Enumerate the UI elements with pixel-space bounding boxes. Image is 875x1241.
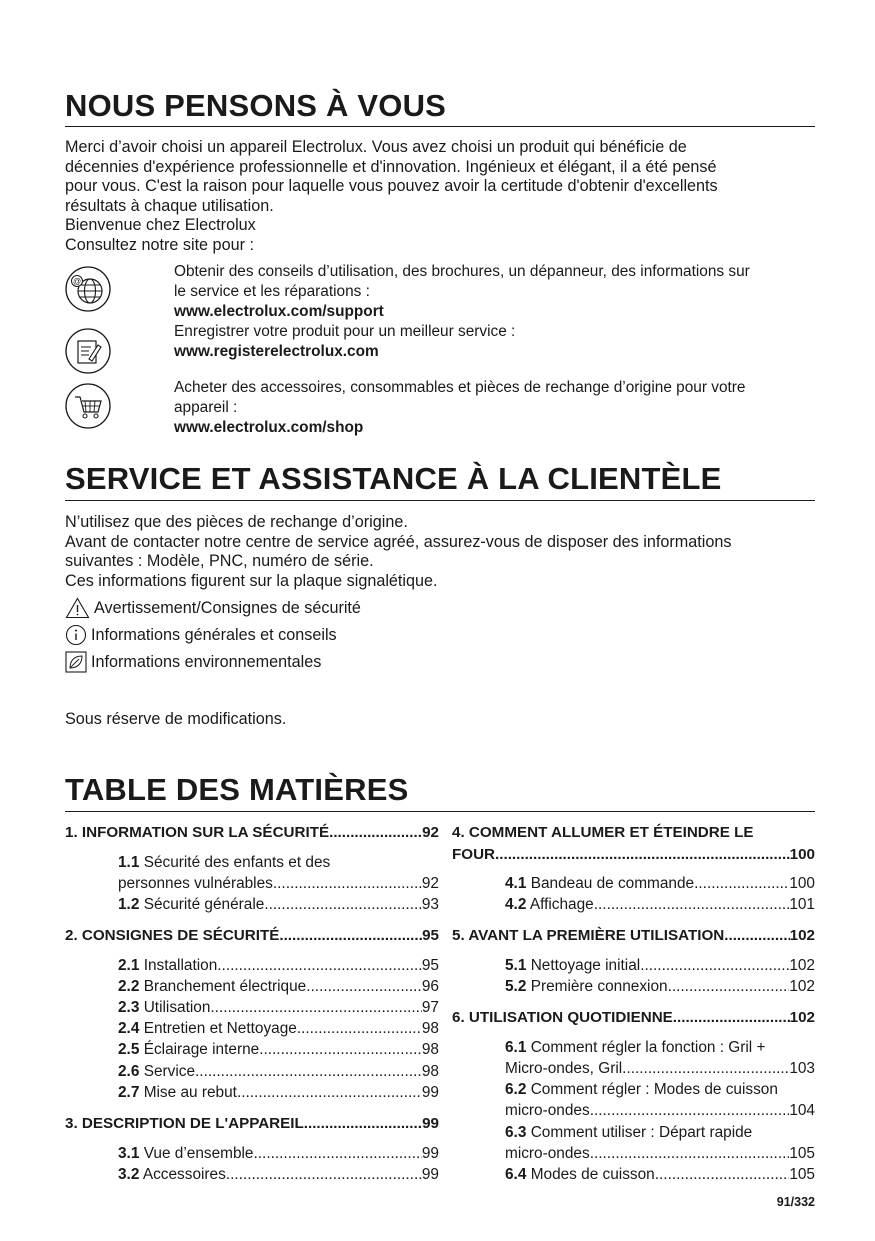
toc-sub-6-4[interactable] <box>505 1164 815 1185</box>
warning-triangle-icon <box>65 597 90 619</box>
toc-sub-label: micro-ondes <box>505 1102 590 1120</box>
toc-sub-number: 4.2 <box>505 896 527 914</box>
toc-sub-label: Micro-ondes, Gril <box>505 1060 623 1078</box>
toc-page: 99 <box>421 1144 439 1162</box>
register-notepad-icon <box>65 328 111 374</box>
toc-page: 102 <box>789 978 815 996</box>
toc-sub-number: 5.2 <box>505 978 527 996</box>
toc-sub-number: 3.1 <box>118 1144 140 1162</box>
intro-line: Merci d’avoir choisi un appareil Electrolux. Vous avez choisi un produit qui bénéficie de <box>65 138 687 156</box>
toc-page: 98 <box>421 1041 439 1059</box>
intro-line: décennies d'expérience professionnelle et d'innovation. Ingénieux et élégant, il a été pensé <box>65 157 717 176</box>
toc-sub-number: 2.5 <box>118 1041 140 1059</box>
toc-chapter-4-cont[interactable] <box>452 844 815 866</box>
page-number: 91/332 <box>776 1195 815 1209</box>
service-line: suivantes : Modèle, PNC, numéro de série. <box>65 552 374 571</box>
toc-chapter-label: 4. COMMENT ALLUMER ET ÉTEINDRE LE <box>452 824 754 841</box>
toc-page: 100 <box>789 845 815 863</box>
intro-line: résultats à chaque utilisation. <box>65 196 274 215</box>
toc-chapter-label: 5. AVANT LA PREMIÈRE UTILISATION <box>452 927 725 945</box>
toc-chapter-4[interactable] <box>452 822 815 844</box>
register-item <box>65 322 815 380</box>
toc-sub-label: personnes vulnérables <box>118 874 273 892</box>
toc-sub-4-1[interactable] <box>505 873 815 894</box>
toc-sub-label: Comment régler : Modes de cuisson <box>530 1081 778 1099</box>
toc-chapter-3[interactable] <box>65 1113 439 1135</box>
toc-sub-number: 2.6 <box>118 1062 140 1080</box>
legend-info <box>65 624 337 646</box>
reserve-note: Sous réserve de modifications. <box>65 710 287 728</box>
toc-sub-label: Service <box>143 1062 196 1080</box>
toc-page: 99 <box>421 1165 439 1183</box>
toc-sub-label: Vue d’ensemble <box>143 1144 254 1162</box>
toc-sub-number: 3.2 <box>118 1165 140 1183</box>
toc-sub-label: Accessoires <box>142 1165 226 1183</box>
toc-page: 98 <box>421 1062 439 1080</box>
shop-item <box>65 378 815 440</box>
toc-sub-5-1[interactable] <box>505 955 815 976</box>
shopping-cart-icon <box>65 383 111 429</box>
toc-sub-number: 2.7 <box>118 1083 140 1101</box>
section-title-toc: TABLE DES MATIÈRES <box>65 772 409 807</box>
toc-sub-number: 4.1 <box>505 875 527 892</box>
toc-sub-label: Comment utiliser : Départ rapide <box>530 1123 753 1141</box>
toc-sub-label: Comment régler la fonction : Gril + <box>530 1038 766 1056</box>
legend-info-label: Informations générales et conseils <box>91 625 337 644</box>
toc-page: 102 <box>789 956 815 974</box>
toc-sub-2-6[interactable] <box>118 1061 439 1082</box>
toc-sub-3-1[interactable] <box>118 1143 439 1164</box>
legend-warning <box>65 597 361 619</box>
service-line: Ces informations figurent sur la plaque signalétique. <box>65 571 438 590</box>
toc-page: 105 <box>789 1166 815 1184</box>
globe-at-icon <box>65 266 111 312</box>
section-rule <box>65 811 815 812</box>
intro-line: Bienvenue chez Electrolux <box>65 216 256 235</box>
toc-sub-label: Branchement électrique <box>143 977 307 995</box>
toc-chapter-label: 3. DESCRIPTION DE L'APPAREIL <box>65 1115 304 1133</box>
toc-sub-number: 1.1 <box>118 853 140 871</box>
toc-chapter-label: 2. CONSIGNES DE SÉCURITÉ <box>65 927 280 945</box>
toc-page: 92 <box>422 824 439 841</box>
toc-sub-label: Mise au rebut <box>143 1083 237 1101</box>
toc-page: 99 <box>421 1083 439 1101</box>
toc-page: 103 <box>789 1060 815 1078</box>
shop-text: appareil : <box>174 399 238 416</box>
toc-sub-label: Utilisation <box>143 999 211 1017</box>
toc-sub-5-2[interactable] <box>505 976 815 997</box>
toc-page: 95 <box>422 927 439 945</box>
toc-page: 92 <box>421 874 439 892</box>
toc-sub-6-1[interactable] <box>505 1037 815 1058</box>
toc-column-left <box>65 822 439 1185</box>
toc-sub-number: 6.3 <box>505 1123 527 1141</box>
toc-chapter-label: 1. INFORMATION SUR LA SÉCURITÉ <box>65 824 330 841</box>
toc-page: 100 <box>789 875 815 892</box>
support-text: le service et les réparations : <box>174 283 370 300</box>
support-text: Obtenir des conseils d’utilisation, des brochures, un dépanneur, des informations sur <box>174 263 750 280</box>
toc-sub-4-2[interactable] <box>505 894 815 915</box>
section-rule <box>65 126 815 127</box>
toc-page: 97 <box>421 999 439 1017</box>
support-link[interactable]: www.electrolux.com/support <box>174 303 384 320</box>
toc-sub-label: Bandeau de commande <box>530 875 695 892</box>
toc-page: 105 <box>789 1144 815 1162</box>
toc-sub-number: 6.2 <box>505 1081 527 1099</box>
toc-sub-label: Sécurité des enfants et des <box>143 853 331 871</box>
toc-page: 98 <box>421 1020 439 1038</box>
legend-environment <box>65 651 321 673</box>
section-title-nous-pensons: NOUS PENSONS À VOUS <box>65 88 447 123</box>
svg-text:@: @ <box>72 277 82 286</box>
toc-sub-label: Sécurité générale <box>143 895 265 913</box>
toc-sub-2-5[interactable] <box>118 1039 439 1060</box>
toc-chapter-2[interactable] <box>65 925 439 947</box>
toc-sub-3-2[interactable] <box>118 1164 439 1185</box>
toc-sub-1-1-cont[interactable] <box>118 873 439 894</box>
shop-link[interactable]: www.electrolux.com/shop <box>174 419 364 436</box>
support-item <box>65 262 815 328</box>
toc-page: 104 <box>789 1102 815 1120</box>
service-line: N’utilisez que des pièces de rechange d’origine. <box>65 513 408 531</box>
register-link[interactable]: www.registerelectrolux.com <box>174 343 379 360</box>
section-title-service: SERVICE ET ASSISTANCE À LA CLIENTÈLE <box>65 461 722 496</box>
toc-chapter-label: FOUR <box>452 845 496 863</box>
toc-page: 102 <box>789 1009 815 1027</box>
toc-sub-label: Modes de cuisson <box>530 1166 655 1184</box>
toc-chapter-5[interactable] <box>452 925 815 947</box>
toc-sub-label: Première connexion <box>530 978 668 996</box>
toc-sub-2-4[interactable] <box>118 1018 439 1039</box>
toc-sub-2-1[interactable] <box>118 955 439 976</box>
toc-sub-6-2[interactable] <box>505 1079 815 1100</box>
toc-sub-number: 2.1 <box>118 956 140 974</box>
toc-page: 102 <box>789 927 815 945</box>
toc-page: 95 <box>421 956 439 974</box>
toc-page: 99 <box>422 1115 439 1133</box>
toc-sub-number: 1.2 <box>118 895 140 913</box>
intro-paragraph <box>65 138 815 256</box>
toc-sub-number: 2.4 <box>118 1020 140 1038</box>
toc-sub-2-7[interactable] <box>118 1082 439 1103</box>
toc-sub-number: 5.1 <box>505 956 527 974</box>
shop-text: Acheter des accessoires, consommables et pièces de rechange d’origine pour votre <box>174 379 746 396</box>
legend-warning-label: Avertissement/Consignes de sécurité <box>94 598 361 617</box>
toc-sub-label: Installation <box>143 956 218 974</box>
toc-sub-label: Éclairage interne <box>143 1041 260 1059</box>
toc-sub-2-2[interactable] <box>118 976 439 997</box>
leaf-icon <box>65 651 87 673</box>
toc-sub-6-2-cont[interactable] <box>505 1100 815 1121</box>
toc-sub-2-3[interactable] <box>118 997 439 1018</box>
toc-sub-number: 6.1 <box>505 1038 527 1056</box>
toc-sub-label: micro-ondes <box>505 1144 590 1162</box>
toc-sub-6-3[interactable] <box>505 1122 815 1143</box>
toc-page: 96 <box>421 977 439 995</box>
info-circle-icon <box>65 624 87 646</box>
toc-sub-6-3-cont[interactable] <box>505 1143 815 1164</box>
toc-sub-label: Entretien et Nettoyage <box>143 1020 297 1038</box>
toc-chapter-label: 6. UTILISATION QUOTIDIENNE <box>452 1009 673 1027</box>
toc-sub-6-1-cont[interactable] <box>505 1058 815 1079</box>
section-rule <box>65 500 815 501</box>
toc-chapter-1[interactable] <box>65 822 439 844</box>
toc-page: 93 <box>421 895 439 913</box>
toc-sub-number: 6.4 <box>505 1166 527 1184</box>
register-text: Enregistrer votre produit pour un meilleur service : <box>174 323 516 340</box>
toc-column-right <box>452 822 815 1185</box>
toc-page: 101 <box>789 896 815 914</box>
legend-environment-label: Informations environnementales <box>91 652 322 671</box>
toc-sub-1-2[interactable] <box>118 894 439 915</box>
intro-line: pour vous. C'est la raison pour laquelle vous pouvez avoir la certitude d'obtenir d'excellents <box>65 177 718 196</box>
service-paragraph <box>65 513 815 591</box>
toc-sub-number: 2.2 <box>118 977 140 995</box>
toc-sub-number: 2.3 <box>118 999 140 1017</box>
toc-chapter-6[interactable] <box>452 1007 815 1029</box>
service-line: Avant de contacter notre centre de service agréé, assurez-vous de disposer des informations <box>65 532 732 551</box>
toc-sub-1-1[interactable] <box>118 852 439 873</box>
toc-sub-label: Affichage <box>529 896 594 914</box>
toc-sub-label: Nettoyage initial <box>530 956 641 974</box>
intro-line: Consultez notre site pour : <box>65 235 254 254</box>
